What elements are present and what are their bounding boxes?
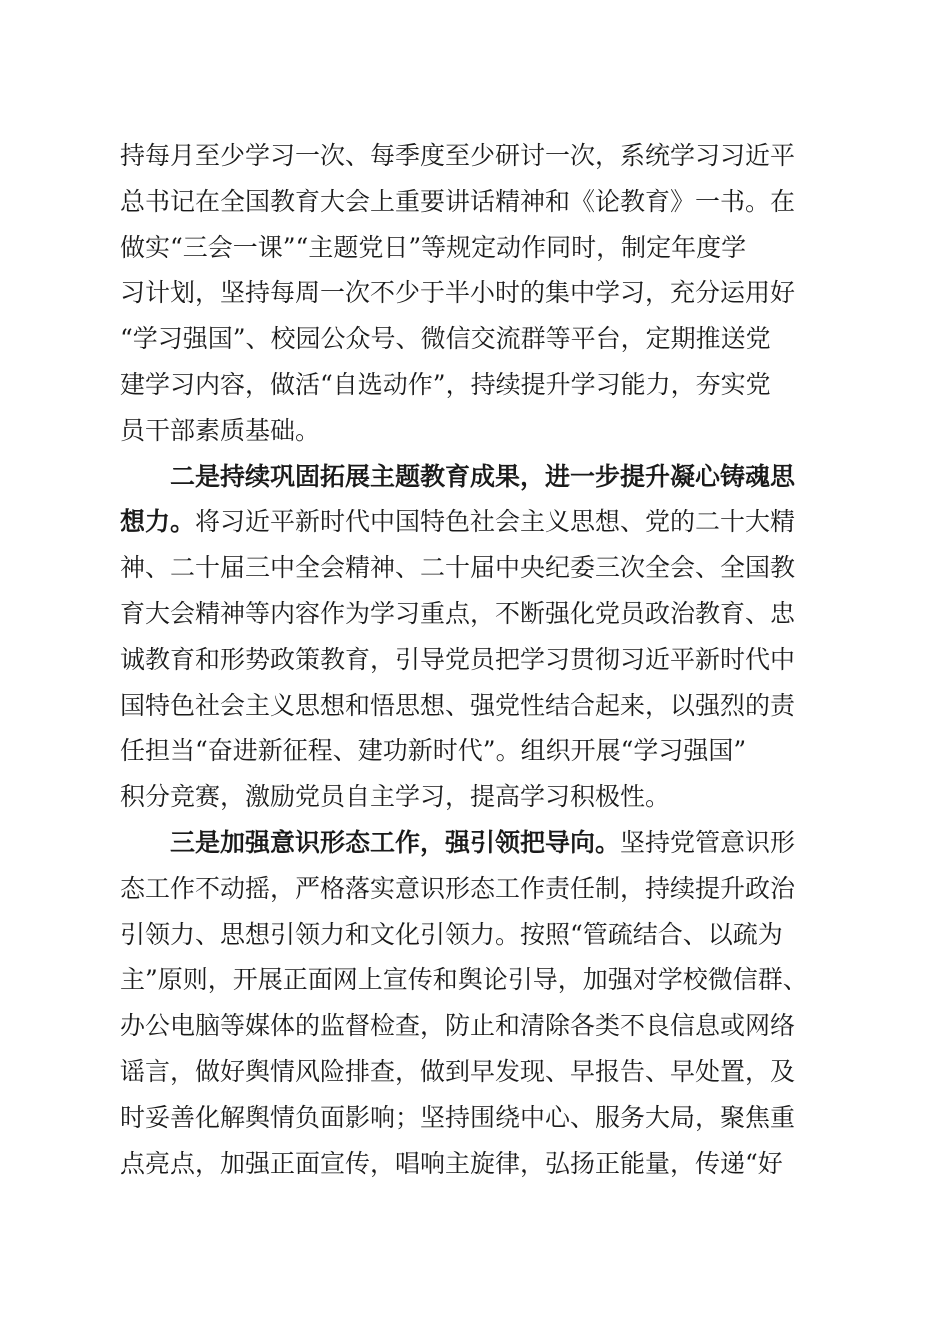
text-line: 积分竞赛，激励党员自主学习，提高学习积极性。 (120, 782, 671, 812)
text-span: 将习近平新时代中国特色社会主义思想、党的二十大精 (195, 507, 796, 537)
text-line: 时妥善化解舆情负面影响；坚持围绕中心、服务大局，聚焦重 (120, 1102, 796, 1132)
paragraph-2 (120, 454, 835, 820)
text-line: 任担当“奋进新征程、建功新时代”。组织开展“学习强国” (120, 736, 747, 766)
text-line (120, 820, 835, 866)
text-line: 谣言，做好舆情风险排查，做到早发现、早报告、早处置，及 (120, 1056, 796, 1086)
paragraph-heading: 二是持续巩固拓展主题教育成果，进一步提升凝心铸魂思 (170, 461, 796, 491)
text-line: 办公电脑等媒体的监督检查，防止和清除各类不良信息或网络 (120, 1011, 796, 1041)
text-span: 坚持党管意识形 (620, 827, 796, 857)
text-line: 诚教育和形势政策教育，引导党员把学习贯彻习近平新时代中 (120, 644, 796, 674)
text-line: 育大会精神等内容作为学习重点，不断强化党员政治教育、忠 (120, 598, 796, 628)
paragraph-3 (120, 820, 835, 1186)
paragraph-1 (120, 133, 835, 454)
text-line: 建学习内容，做活“自选动作”，持续提升学习能力，夯实党 (120, 369, 771, 399)
text-line: 做实“三会一课”“主题党日”等规定动作同时，制定年度学 (120, 232, 747, 262)
text-line (120, 499, 835, 545)
text-line: “学习强国”、校园公众号、微信交流群等平台，定期推送党 (120, 324, 771, 354)
text-line: 持每月至少学习一次、每季度至少研讨一次，系统学习习近平 (120, 141, 796, 170)
text-line: 引领力、思想引领力和文化引领力。按照“管疏结合、以疏为 (120, 919, 783, 949)
text-line: 神、二十届三中全会精神、二十届中央纪委三次全会、全国教 (120, 553, 796, 583)
text-line: 主”原则，开展正面网上宣传和舆论引导，加强对学校微信群、 (120, 965, 808, 995)
paragraph-heading: 三是加强意识形态工作，强引领把导向。 (170, 827, 621, 857)
text-line: 国特色社会主义思想和悟思想、强党性结合起来，以强烈的责 (120, 690, 796, 720)
text-line: 员干部素质基础。 (120, 415, 321, 445)
text-line (120, 454, 835, 500)
document-body (120, 133, 835, 1186)
text-line: 总书记在全国教育大会上重要讲话精神和《论教育》一书。在 (120, 186, 796, 216)
text-line: 态工作不动摇，严格落实意识形态工作责任制，持续提升政治 (120, 873, 796, 903)
text-line: 点亮点，加强正面宣传，唱响主旋律，弘扬正能量，传递“好 (120, 1148, 783, 1178)
paragraph-heading-end: 想力。 (120, 507, 196, 537)
text-line: 习计划，坚持每周一次不少于半小时的集中学习，充分运用好 (120, 278, 796, 308)
